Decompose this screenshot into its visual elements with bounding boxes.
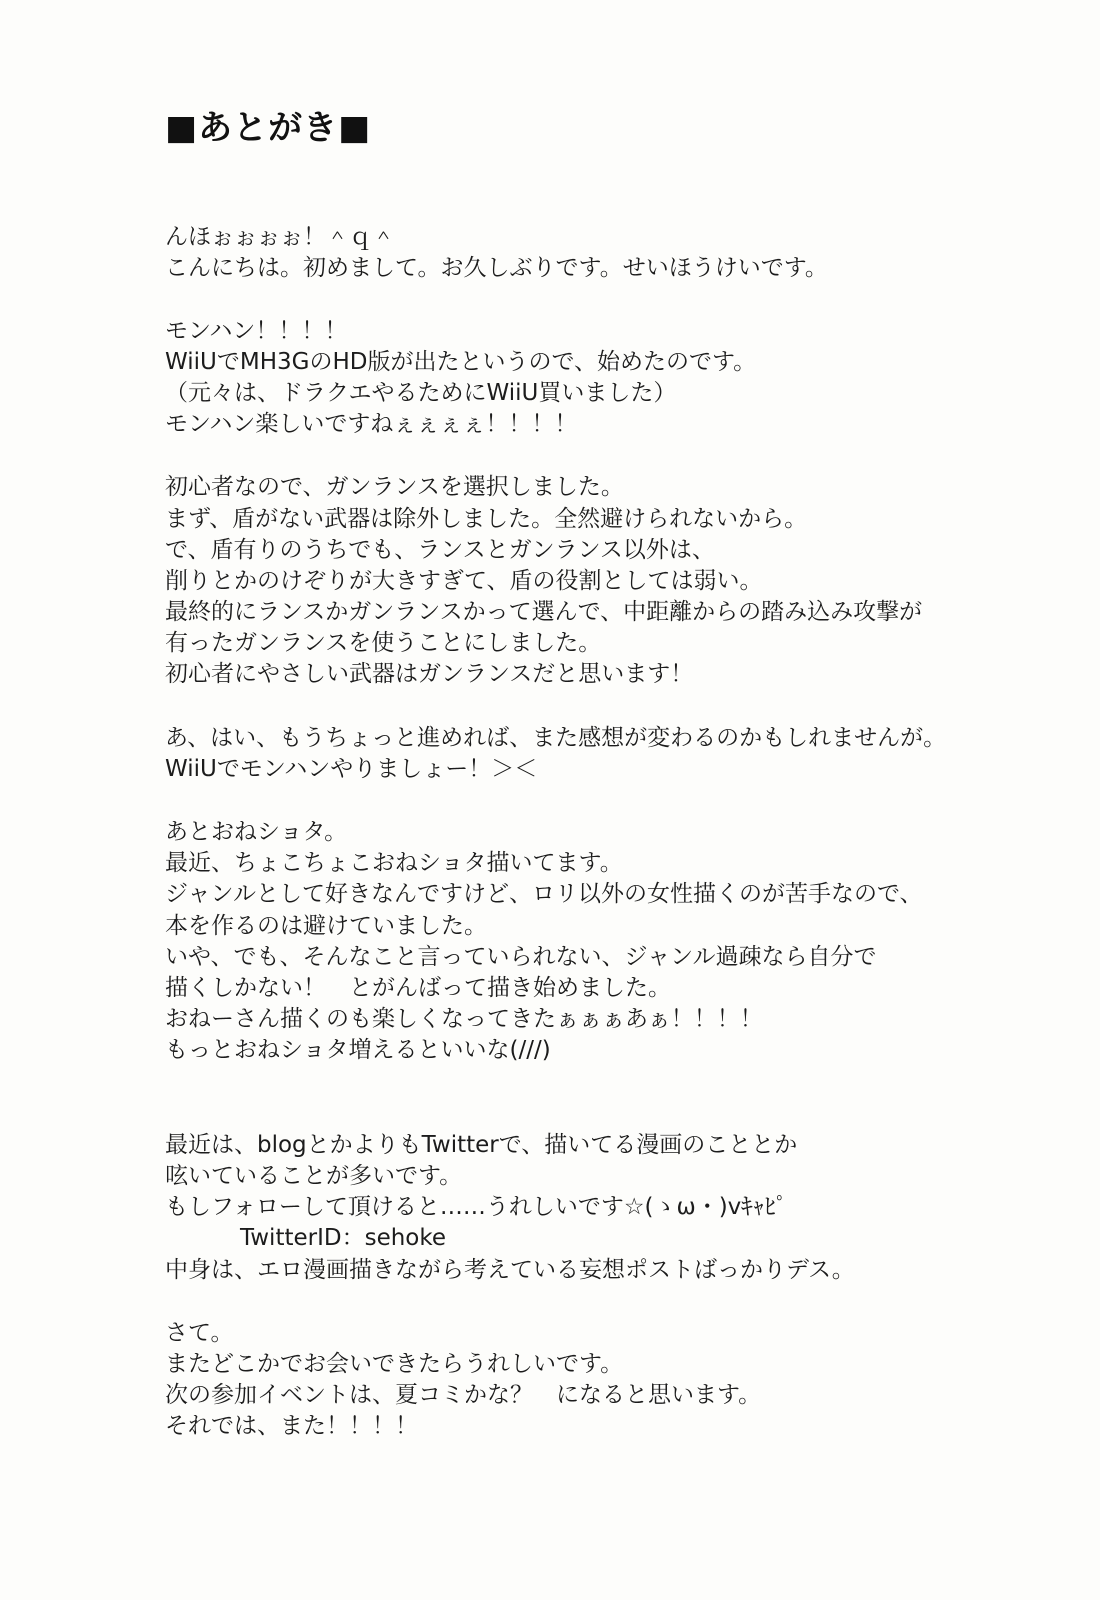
body-line: 次の参加イベントは、夏コミかな？ になると思います。: [165, 1382, 762, 1408]
body-line: ジャンルとして好きなんですけど、ロリ以外の女性描くのが苦手なので、: [165, 881, 923, 907]
body-line: 最近、ちょこちょこおねショタ描いてます。: [165, 850, 623, 876]
body-line: いや、でも、そんなこと言っていられない、ジャンル過疎なら自分で: [165, 944, 877, 970]
body-line: こんにちは。初めまして。お久しぶりです。せいほうけいです。: [165, 255, 828, 281]
body-line: WiiUでモンハンやりましょー！＞＜: [165, 756, 538, 782]
body-line: モンハン楽しいですねぇぇぇぇ！！！！: [165, 411, 578, 437]
body-line: それでは、また！！！！: [165, 1413, 418, 1439]
body-line: もしフォローして頂けると……うれしいです☆(ゝω・)vｷｬﾋﾟ: [165, 1194, 788, 1220]
body-line: （元々は、ドラクエやるためにWiiU買いました）: [165, 380, 677, 406]
body-line: もっとおねショタ増えるといいな(///): [165, 1037, 551, 1063]
body-line: またどこかでお会いできたらうれしいです。: [165, 1351, 624, 1377]
page-title: ■あとがき■: [165, 108, 372, 148]
body-line: 初心者なので、ガンランスを選択しました。: [165, 474, 624, 500]
body-line: 本を作るのは避けていました。: [165, 913, 487, 939]
body-line: WiiUでMH3GのHD版が出たというので、始めたのです。: [165, 349, 757, 375]
body-line: さて。: [165, 1320, 234, 1346]
body-line: 最終的にランスかガンランスかって選んで、中距離からの踏み込み攻撃が: [165, 599, 923, 625]
body-line: あとおねショタ。: [165, 819, 348, 845]
body-line: で、盾有りのうちでも、ランスとガンランス以外は、: [165, 537, 715, 563]
body-line: 呟いていることが多いです。: [165, 1163, 463, 1189]
body-line: モンハン！！！！: [165, 318, 348, 344]
body-line: おねーさん描くのも楽しくなってきたぁぁぁあぁ！！！！: [165, 1006, 763, 1032]
body-line: まず、盾がない武器は除外しました。全然避けられないから。: [165, 506, 808, 532]
body-line: 削りとかのけぞりが大きすぎて、盾の役割としては弱い。: [165, 568, 763, 594]
body-line: 描くしかない！ とがんばって描き始めました。: [165, 975, 671, 1001]
body-line: んほぉぉぉぉ！＾ｑ＾: [165, 224, 395, 250]
body-line: 有ったガンランスを使うことにしました。: [165, 630, 602, 656]
body-line: 最近は、blogとかよりもTwitterで、描いてる漫画のこととか: [165, 1132, 798, 1158]
twitter-id-line: TwitterID：sehoke: [240, 1225, 447, 1251]
body-line: あ、はい、もうちょっと進めれば、また感想が変わるのかもしれませんが。: [165, 725, 947, 751]
body-line: 中身は、エロ漫画描きながら考えている妄想ポストばっかりデス。: [165, 1257, 855, 1283]
body-line: 初心者にやさしい武器はガンランスだと思います！: [165, 661, 694, 687]
